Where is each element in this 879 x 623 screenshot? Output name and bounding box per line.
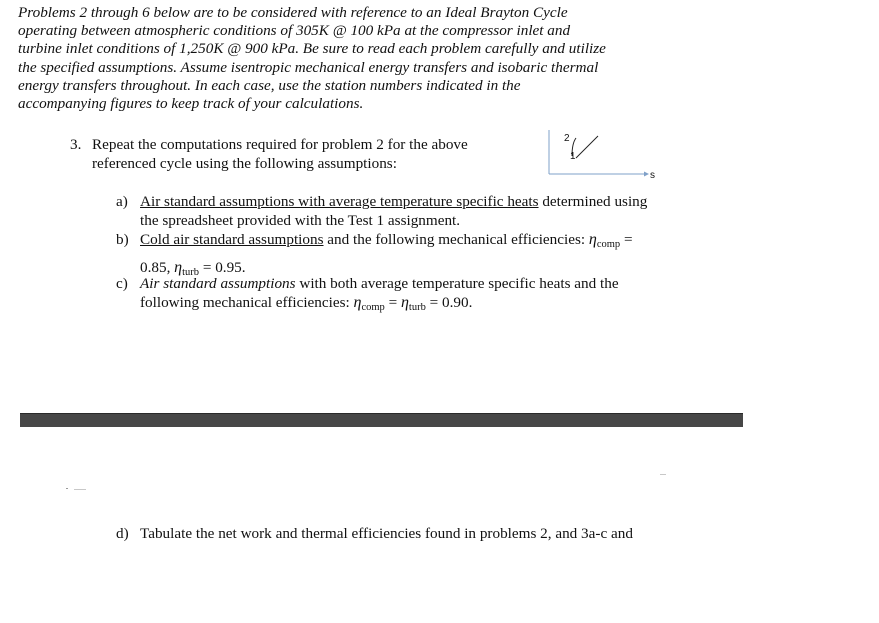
- turb-subscript: turb: [408, 302, 426, 313]
- underlined-text: Air standard assumptions with average temperature specific heats: [140, 193, 539, 210]
- item-text: following mechanical efficiencies:: [140, 294, 354, 311]
- intro-line: energy transfers throughout. In each case, use the station numbers indicated in the: [18, 76, 521, 94]
- item-letter: b): [116, 231, 129, 248]
- intro-line: turbine inlet conditions of 1,250K @ 900 kPa. Be sure to read each problem carefully and utilize: [18, 40, 606, 58]
- artifact-mark: [660, 474, 666, 475]
- item-text: = 0.90.: [425, 294, 473, 311]
- intro-line: accompanying figures to keep track of your calculations.: [18, 95, 364, 113]
- item-text: = 0.95.: [199, 259, 246, 276]
- intro-line: the specified assumptions. Assume isentropic mechanical energy transfers and isobaric thermal: [18, 58, 599, 76]
- turb-subscript: turb: [182, 267, 200, 278]
- item-text: and the following mechanical efficiencies:: [323, 231, 589, 248]
- item-text: =: [620, 231, 633, 248]
- problem-text: [92, 136, 468, 173]
- italic-text: Air standard assumptions: [140, 275, 296, 292]
- item-letter: c): [116, 275, 128, 292]
- page-break-bar: [20, 413, 743, 427]
- item-letter: a): [116, 193, 128, 210]
- ts-diagram-figure: [546, 128, 662, 180]
- artifact-mark: [74, 489, 86, 490]
- problem-number: 3.: [70, 136, 82, 153]
- eta-symbol: η: [588, 231, 597, 248]
- intro-paragraph: [18, 4, 658, 113]
- station-1-label: 1: [570, 151, 576, 162]
- problem-line: Repeat the computations required for problem 2 for the above: [92, 136, 468, 153]
- eta-symbol: η: [400, 294, 409, 311]
- underlined-text: Cold air standard assumptions: [140, 231, 324, 248]
- comp-subscript: comp: [596, 239, 621, 250]
- eta-symbol: η: [353, 294, 362, 311]
- item-text: 0.85,: [140, 259, 175, 276]
- process-line: [576, 136, 598, 158]
- item-body: [140, 274, 619, 317]
- station-2-label: 2: [564, 133, 570, 144]
- item-text: Tabulate the net work and thermal efficiencies found in problems 2, and 3a-c and: [140, 525, 633, 542]
- item-text: with both average temperature specific heats and the: [295, 275, 619, 292]
- item-letter: d): [116, 525, 129, 542]
- item-text: =: [384, 294, 401, 311]
- item-text: the spreadsheet provided with the Test 1 assignment.: [140, 212, 461, 229]
- intro-line: operating between atmospheric conditions of 305K @ 100 kPa at the compressor inlet and: [18, 22, 571, 40]
- item-text: determined using: [538, 193, 648, 210]
- s-axis-arrow: [644, 172, 649, 177]
- eta-symbol: η: [174, 259, 183, 276]
- problem-line: referenced cycle using the following assumptions:: [92, 154, 397, 172]
- comp-subscript: comp: [361, 302, 385, 313]
- s-axis-label: s: [650, 170, 655, 180]
- item-body: [140, 192, 647, 230]
- intro-line: Problems 2 through 6 below are to be considered with reference to an Ideal Brayton Cycle: [18, 4, 568, 21]
- artifact-mark: [66, 488, 68, 489]
